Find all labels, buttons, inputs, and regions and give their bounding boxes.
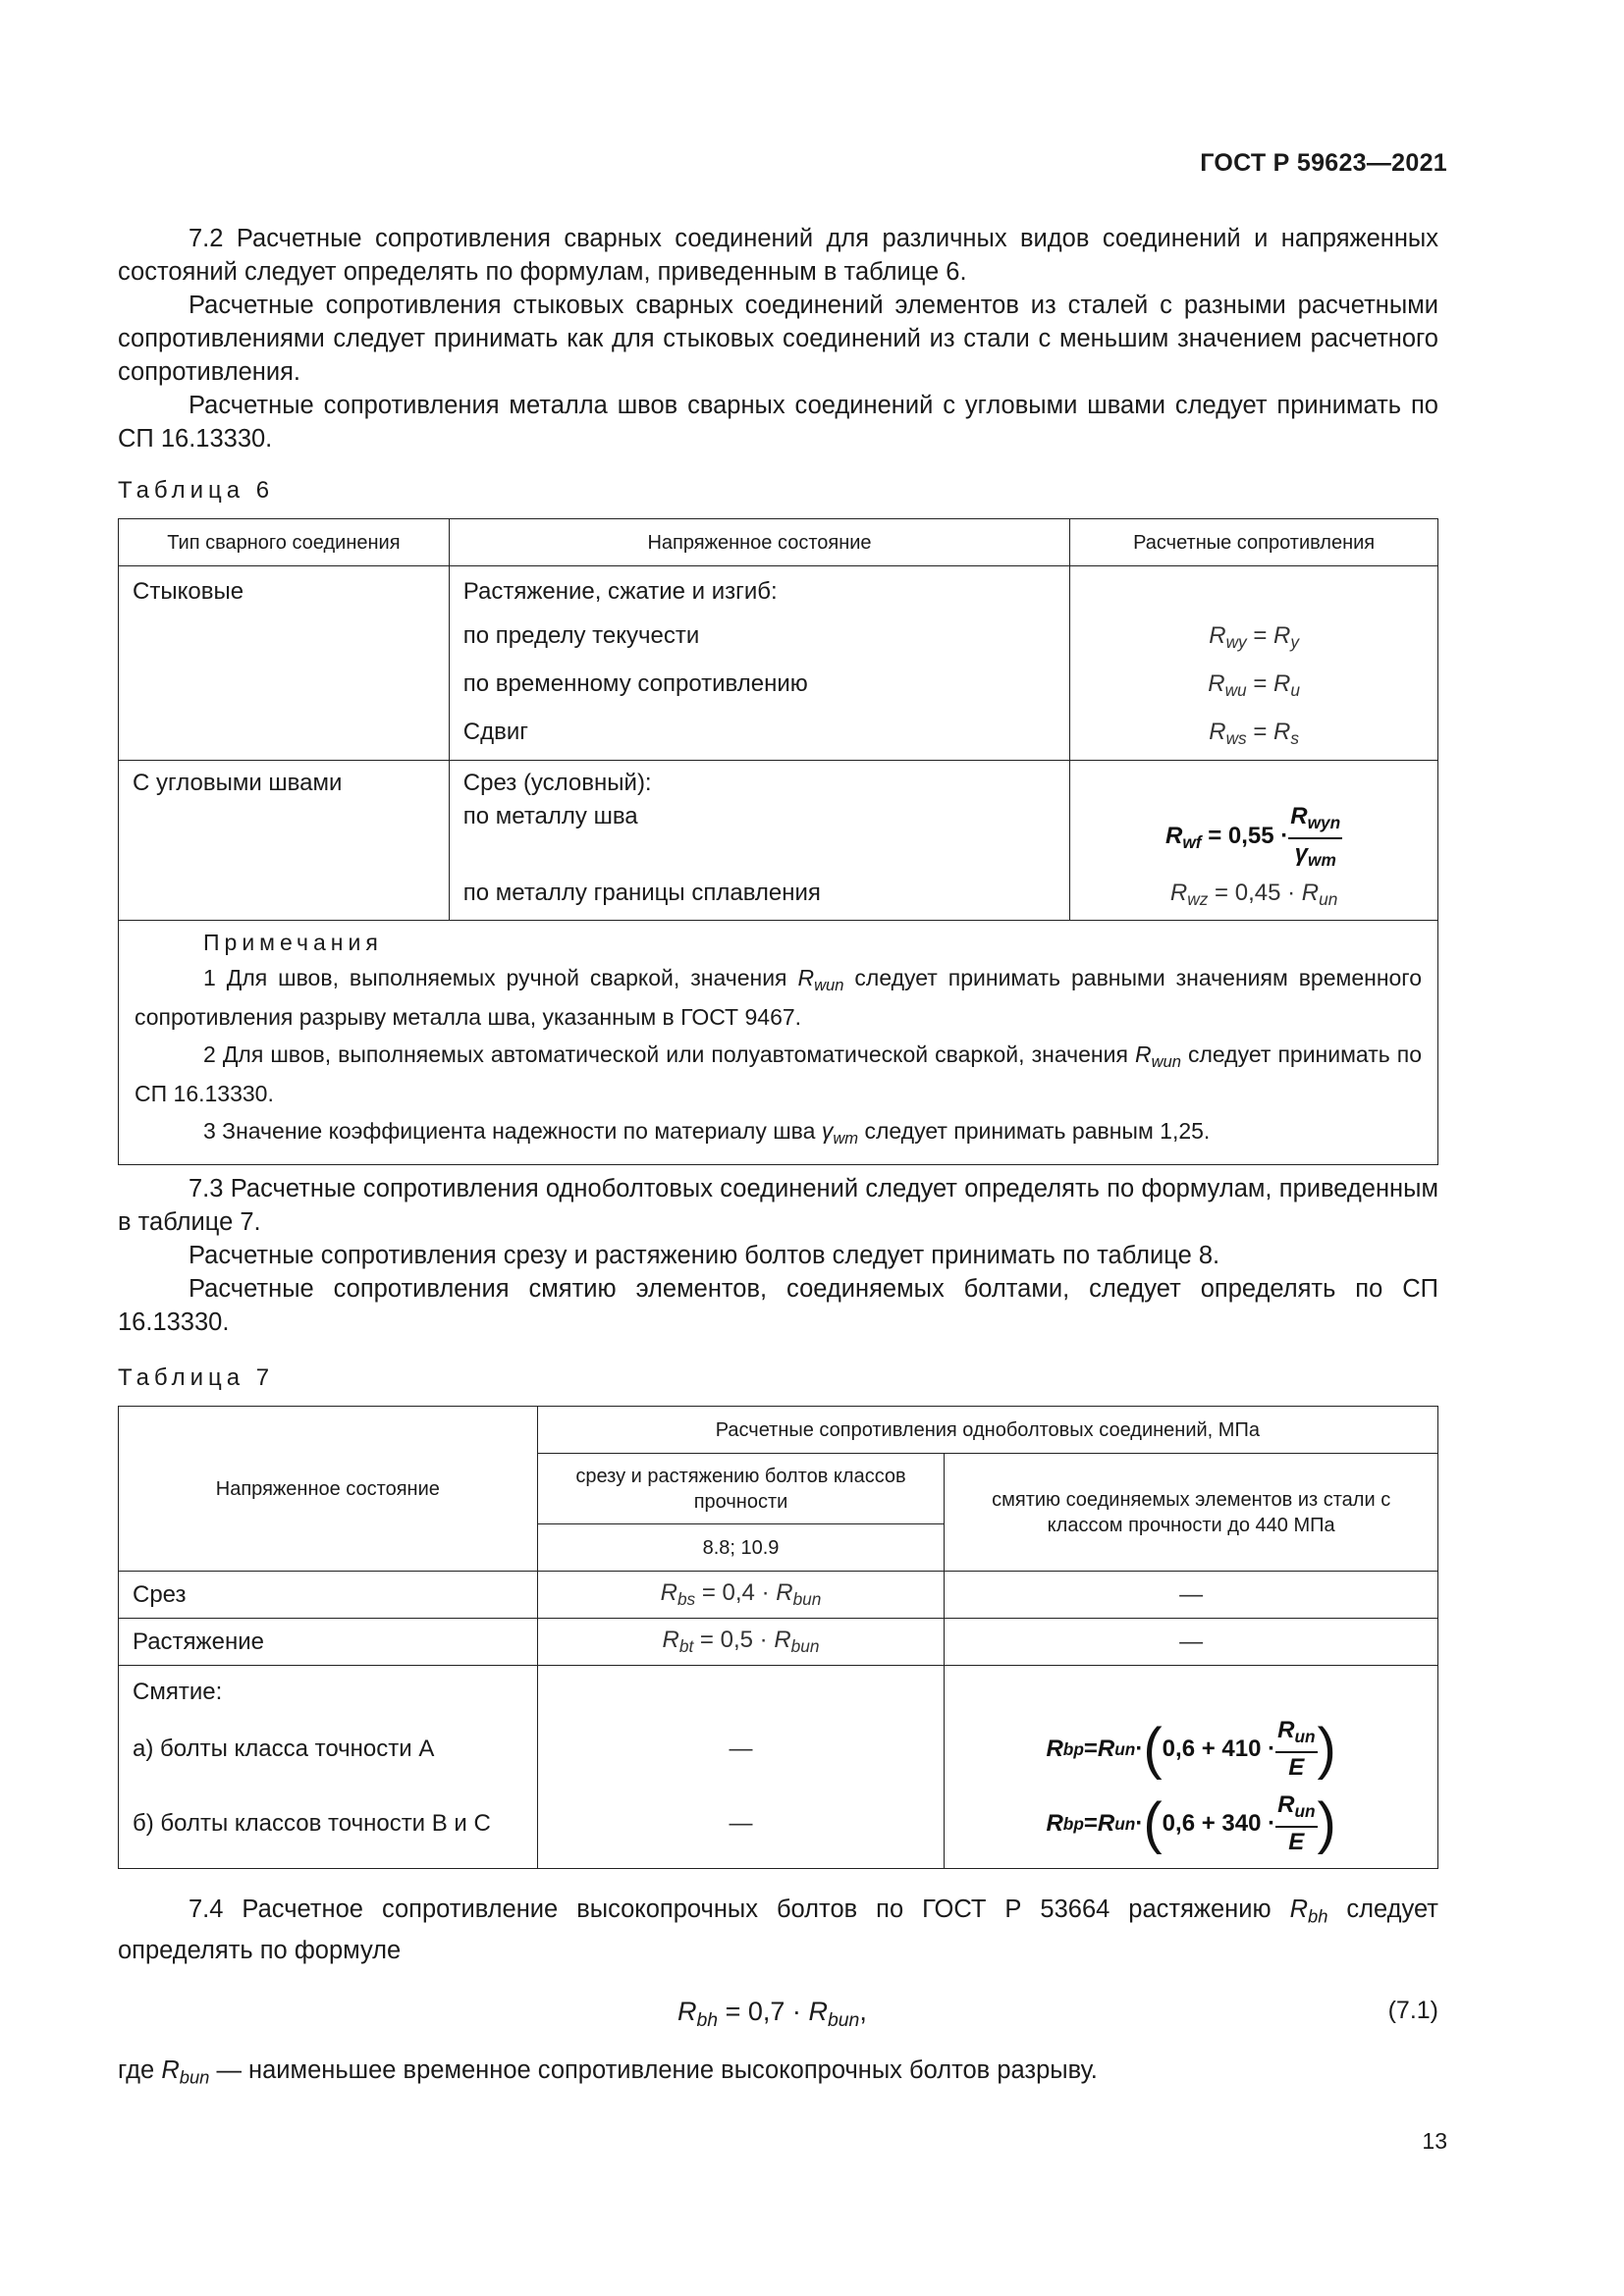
formula-rwz: $R_{wz} = 0,45 \cdot R_{un}$ bbox=[1169, 880, 1338, 910]
paragraph: Расчетные сопротивления срезу и растяжению болтов следует принимать по таблице 8. bbox=[189, 1242, 1220, 1269]
table-row bbox=[119, 761, 1438, 921]
table-notes-row bbox=[119, 921, 1438, 1165]
joint-type: С угловыми швами bbox=[133, 770, 343, 796]
equation-7-1 bbox=[118, 1985, 1438, 2044]
table-6 bbox=[118, 518, 1438, 1165]
paragraph: Расчетные сопротивления металла швов сварных соединений с угловыми швами следует принимать по СП 16.13330. bbox=[118, 392, 1438, 453]
formula-rwy: $R_{wy} = R_y$ bbox=[1209, 622, 1300, 653]
note-item: 2 Для швов, выполняемых автоматической или полуавтоматической сваркой, значения $R_{wun}$ следует принимать по СП 16.13330. bbox=[135, 1041, 1423, 1107]
empty-dash: — bbox=[729, 1810, 753, 1837]
column-header: срезу и растяжению болтов классов прочности bbox=[537, 1454, 945, 1524]
formula-rws: $R_{ws} = R_s$ bbox=[1209, 719, 1300, 749]
paragraph: 7.2 Расчетные сопротивления сварных соединений для различных видов соединений и напряженных состояний следует определять по формулам, приведенным в таблице 6. bbox=[118, 225, 1438, 286]
column-header: смятию соединяемых элементов из стали с классом прочности до 440 МПа bbox=[945, 1454, 1438, 1572]
equation-number: (7.1) bbox=[1387, 1996, 1438, 2024]
column-header: Тип сварного соединения bbox=[119, 519, 450, 566]
paragraph: 7.4 Расчетное сопротивление высокопрочных болтов по ГОСТ Р 53664 растяжению $R_{bh}$ следует определять по формуле bbox=[118, 1896, 1438, 1964]
empty-dash: — bbox=[729, 1735, 753, 1762]
resistance-cell bbox=[1070, 761, 1438, 921]
row-label: Срез bbox=[119, 1572, 538, 1619]
column-header: Расчетные сопротивления одноболтовых соединений, МПа bbox=[537, 1407, 1437, 1454]
table-notes bbox=[119, 921, 1438, 1165]
bearing-formula-cell bbox=[945, 1666, 1438, 1869]
fraction: $\frac{R_{un}}{E}$ bbox=[1277, 1716, 1316, 1782]
equation-body: $R_{bh} = 0,7 \cdot R_{bun}$, bbox=[677, 1996, 867, 2031]
bearing-dash-cell bbox=[537, 1666, 945, 1869]
document-header: ГОСТ Р 59623—2021 bbox=[1200, 149, 1447, 177]
stress-state-line: по пределу текучести bbox=[462, 622, 700, 649]
section-7-2 bbox=[118, 222, 1438, 455]
formula-rwu: $R_{wu} = R_u$ bbox=[1208, 670, 1300, 701]
section-7-3 bbox=[118, 1172, 1438, 1339]
table-6-block bbox=[118, 477, 1438, 1165]
column-header: Напряженное состояние bbox=[119, 1407, 538, 1572]
stress-state-cell bbox=[449, 761, 1069, 921]
stress-state-line: по металлу границы сплавления bbox=[462, 880, 821, 906]
formula-rbp-a: R bp = R un · ( 0,6 + 410 · $\frac{R_{un}}{E}$ ) bbox=[1046, 1716, 1336, 1782]
joint-type: Стыковые bbox=[133, 578, 244, 605]
empty-dash: — bbox=[945, 1619, 1438, 1666]
table-header-row bbox=[119, 519, 1438, 566]
table-row bbox=[119, 1666, 1438, 1869]
column-header: Расчетные сопротивления bbox=[1070, 519, 1438, 566]
fraction: $\frac{R_{wyn}}{\gamma_{wm}}$ bbox=[1290, 802, 1341, 871]
formula-rbp-b: R bp = R un · ( 0,6 + 340 · $\frac{R_{un}}{E}$ ) bbox=[1046, 1790, 1336, 1856]
bearing-labels-cell bbox=[119, 1666, 538, 1869]
page-number: 13 bbox=[1422, 2128, 1447, 2154]
table-row bbox=[119, 1619, 1438, 1666]
paragraph: Расчетные сопротивления стыковых сварных соединений элементов из сталей с разными расчетными сопротивлениями следует принимать как для стыковых соединений из стали с меньшим значением расчетного сопротивления. bbox=[118, 292, 1438, 386]
joint-type-cell bbox=[119, 566, 450, 761]
paragraph: где $R_{bun}$ — наименьшее временное сопротивление высокопрочных болтов разрыву. bbox=[118, 2056, 1098, 2087]
stress-state-line: по временному сопротивлению bbox=[462, 670, 808, 697]
formula-rbt: $R_{bt} = 0,5 \cdot R_{bun}$ bbox=[537, 1619, 945, 1666]
stress-state-line: по металлу шва bbox=[462, 803, 638, 829]
row-label: а) болты класса точности А bbox=[133, 1735, 435, 1762]
row-label: Смятие: bbox=[133, 1679, 223, 1705]
table-row bbox=[119, 566, 1438, 761]
table-7-block bbox=[118, 1364, 1438, 1869]
formula-rbs: $R_{bs} = 0,4 \cdot R_{bun}$ bbox=[537, 1572, 945, 1619]
note-item: 3 Значение коэффициента надежности по материалу шва $\gamma_{wm}$ следует принимать равным 1,25. bbox=[203, 1118, 1211, 1148]
notes-title: Примечания bbox=[203, 930, 383, 956]
section-7-4 bbox=[118, 1893, 1438, 2094]
formula-rwf: $R_{wf} = 0,55$ · $\frac{R_{wyn}}{\gamma_{wm}}$ bbox=[1084, 800, 1424, 877]
joint-type-cell bbox=[119, 761, 450, 921]
table-caption: Таблица 7 bbox=[118, 1364, 275, 1391]
resistance-cell bbox=[1070, 566, 1438, 761]
paragraph: Расчетные сопротивления смятию элементов, соединяемых болтами, следует определять по СП 16.13330. bbox=[118, 1275, 1438, 1336]
column-header: Напряженное состояние bbox=[449, 519, 1069, 566]
paragraph: 7.3 Расчетные сопротивления одноболтовых соединений следует определять по формулам, приведенным в таблице 7. bbox=[118, 1175, 1438, 1236]
stress-state-line: Сдвиг bbox=[462, 719, 529, 745]
table-row bbox=[119, 1572, 1438, 1619]
stress-state-title: Растяжение, сжатие и изгиб: bbox=[462, 578, 778, 605]
row-label: Растяжение bbox=[119, 1619, 538, 1666]
table-header-row bbox=[119, 1407, 1438, 1454]
fraction: $\frac{R_{un}}{E}$ bbox=[1277, 1790, 1316, 1856]
stress-state-title: Срез (условный): bbox=[462, 770, 652, 796]
row-label: б) болты классов точности В и С bbox=[133, 1810, 491, 1837]
table-caption: Таблица 6 bbox=[118, 477, 275, 504]
column-header: 8.8; 10.9 bbox=[537, 1524, 945, 1572]
stress-state-cell bbox=[449, 566, 1069, 761]
table-7 bbox=[118, 1406, 1438, 1869]
empty-dash: — bbox=[945, 1572, 1438, 1619]
note-item: 1 Для швов, выполняемых ручной сваркой, значения $R_{wun}$ следует принимать равными значениям временного сопротивления разрыву металла шва, указанным в ГОСТ 9467. bbox=[135, 965, 1422, 1031]
